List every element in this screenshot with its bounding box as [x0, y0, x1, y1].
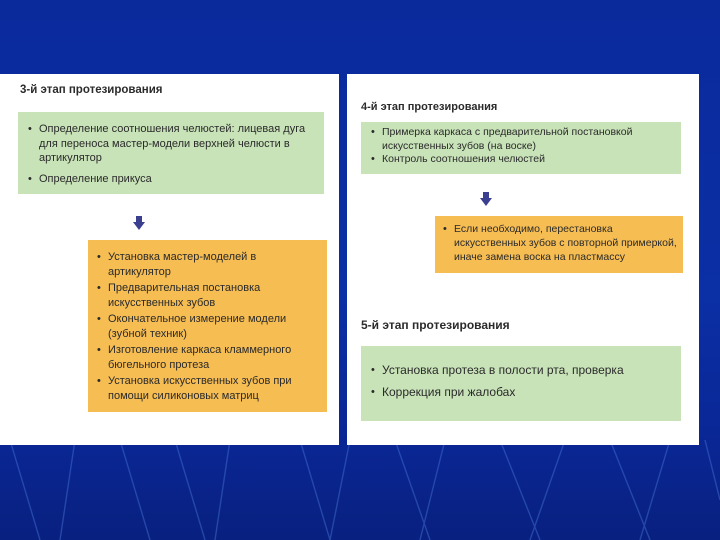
stage5-green-box: [361, 346, 681, 421]
list-item: • Коррекция при жалобах: [369, 384, 673, 400]
stage3-green-box: [18, 112, 324, 194]
list-item: • Окончательное измерение модели (зубной техник): [95, 312, 321, 341]
background-lines: [0, 440, 720, 540]
stage4-title: 4-й этап протезирования: [361, 101, 498, 113]
list-item: • Установка протеза в полости рта, проверка: [369, 362, 673, 378]
list-item: • Примерка каркаса с предварительной постановкой искусственных зубов (на воске): [369, 126, 673, 153]
down-arrow-icon: [133, 216, 145, 230]
stage3-title: 3-й этап протезирования: [20, 84, 163, 96]
stage4-green-box: [361, 122, 681, 174]
list-item: • Установка мастер-моделей в артикулятор: [95, 250, 321, 279]
stage4-orange-box: [435, 216, 683, 273]
list-item: • Установка искусственных зубов при помощи силиконовых матриц: [95, 374, 321, 403]
list-item: • Предварительная постановка искусственных зубов: [95, 281, 321, 310]
right-slide-image: [347, 74, 699, 445]
list-item: • Контроль соотношения челюстей: [369, 153, 673, 167]
list-item: • Если необходимо, перестановка искусственных зубов с повторной примеркой, иначе замена воска на пластмассу: [441, 222, 677, 264]
stage3-orange-box: [88, 240, 327, 412]
left-slide-image: [0, 74, 339, 445]
down-arrow-icon: [480, 192, 492, 206]
list-item: • Определение соотношения челюстей: лицевая дуга для переноса мастер-модели верхней челюсти в артикулятор: [26, 122, 316, 166]
list-item: • Определение прикуса: [26, 172, 316, 187]
list-item: • Изготовление каркаса кламмерного бюгельного протеза: [95, 343, 321, 372]
stage5-title: 5-й этап протезирования: [361, 318, 510, 332]
